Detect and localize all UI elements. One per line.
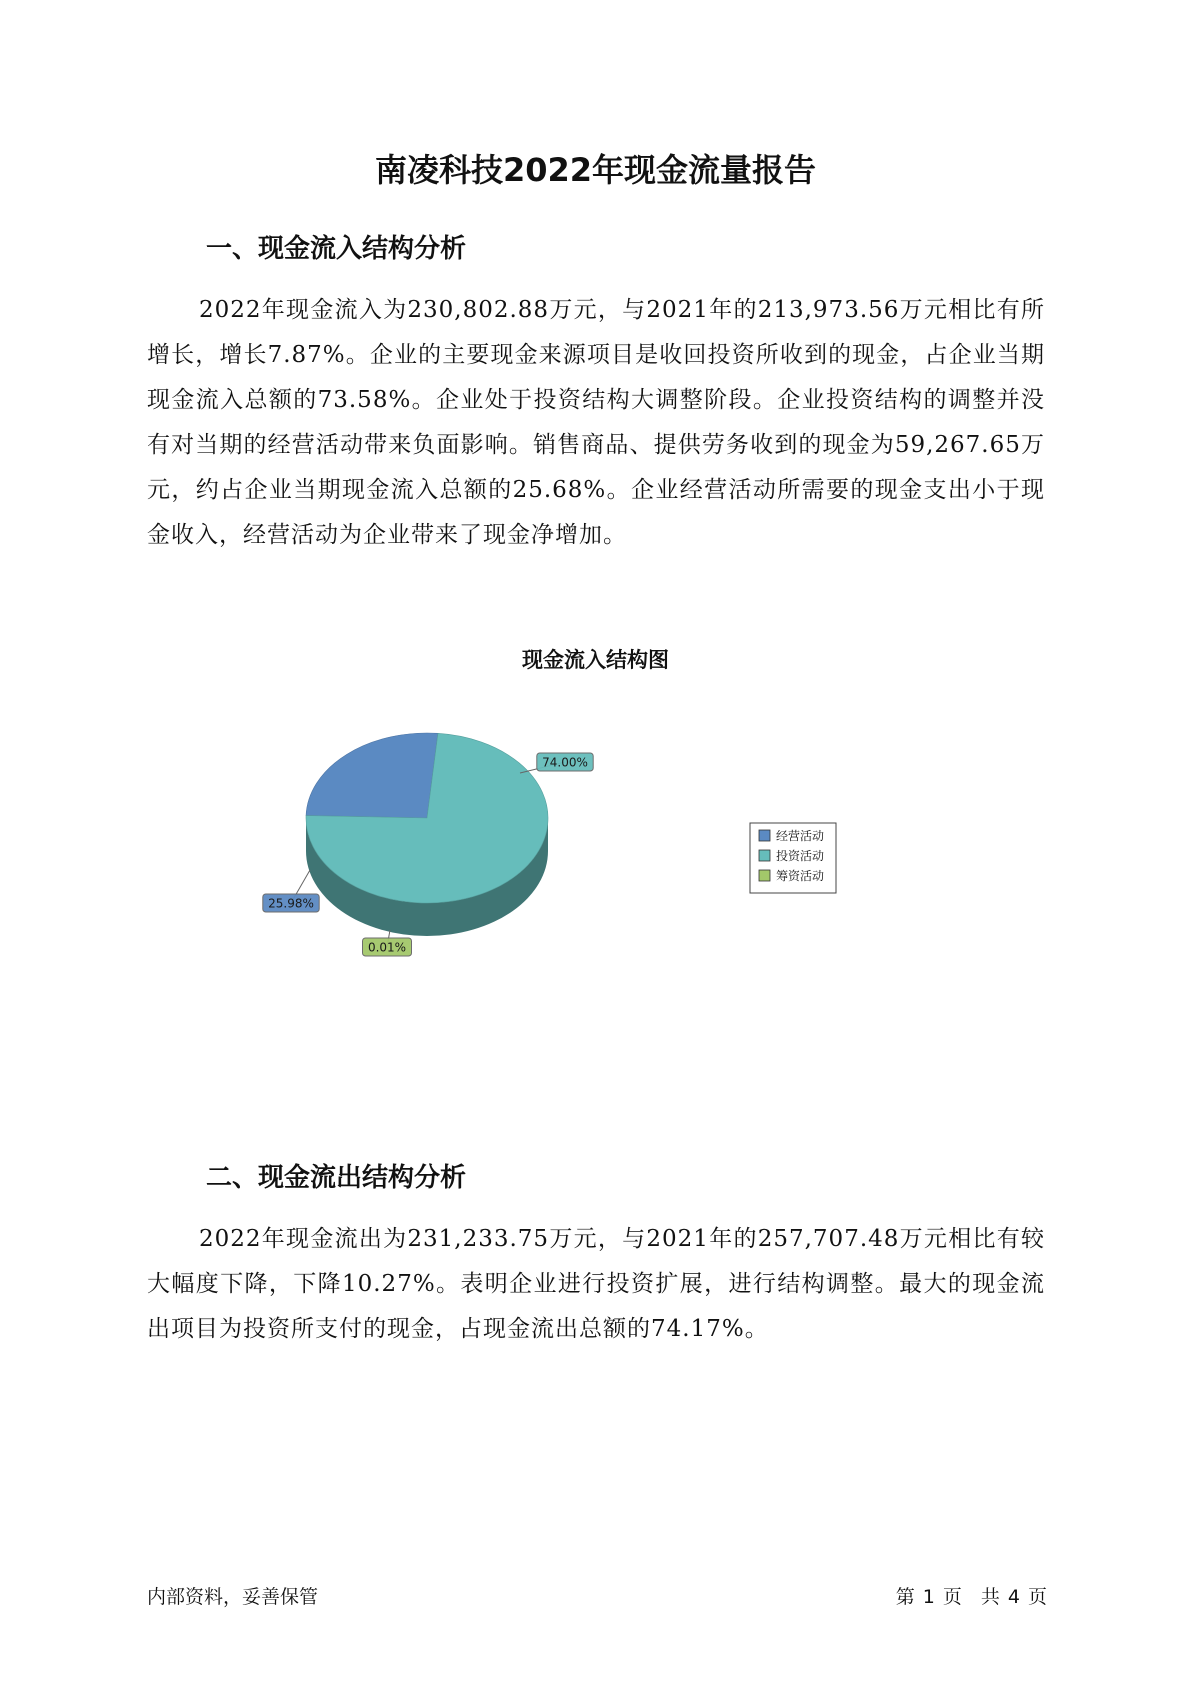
page-number: 1 xyxy=(922,1586,935,1608)
legend-label-operating: 经营活动 xyxy=(776,829,825,843)
legend-label-financing: 筹资活动 xyxy=(776,869,825,883)
page-prefix: 第 xyxy=(895,1586,915,1608)
legend-swatch-financing xyxy=(759,870,770,881)
footer-pagination xyxy=(892,1582,1051,1609)
document-title: 南凌科技2022年现金流量报告 xyxy=(374,151,817,189)
page-suffix: 页 xyxy=(1027,1586,1047,1608)
section1-heading: 一、现金流入结构分析 xyxy=(206,234,467,264)
legend-label-investing: 投资活动 xyxy=(776,849,825,863)
section2-heading: 二、现金流出结构分析 xyxy=(206,1163,467,1193)
pie-slice-operating xyxy=(306,733,438,818)
legend-swatch-investing xyxy=(759,850,770,861)
data-label-financing: 0.01% xyxy=(367,940,407,955)
legend-swatch-operating xyxy=(759,830,770,841)
chart-title: 现金流入结构图 xyxy=(522,648,669,672)
data-label-investing: 74.00% xyxy=(542,755,588,770)
data-label-operating: 25.98% xyxy=(268,896,314,911)
footer-confidential: 内部资料，妥善保管 xyxy=(147,1586,319,1608)
section1-paragraph: 2022年现金流入为230,802.88万元，与2021年的213,973.56万元相比有所增长，增长7.87%。企业的主要现金来源项目是收回投资所收到的现金，占企业当期现金流入总额的73.58%。企业处于投资结构大调整阶段。企业投资结构的调整并没有对当期的经营活动带来负面影响。销售商品、提供劳务收到的现金为59,267.65万元，约占企业当期现金流入总额的25.68%。企业经营活动所需要的现金支出小于现金收入，经营活动为企业带来了现金净增加。 xyxy=(147,297,1045,548)
page-mid: 页 共 xyxy=(942,1586,1000,1608)
page-total: 4 xyxy=(1007,1586,1020,1608)
section2-paragraph: 2022年现金流出为231,233.75万元，与2021年的257,707.48万元相比有较大幅度下降，下降10.27%。表明企业进行投资扩展，进行结构调整。最大的现金流出项目为投资所支付的现金，占现金流出总额的74.17%。 xyxy=(147,1226,1045,1342)
